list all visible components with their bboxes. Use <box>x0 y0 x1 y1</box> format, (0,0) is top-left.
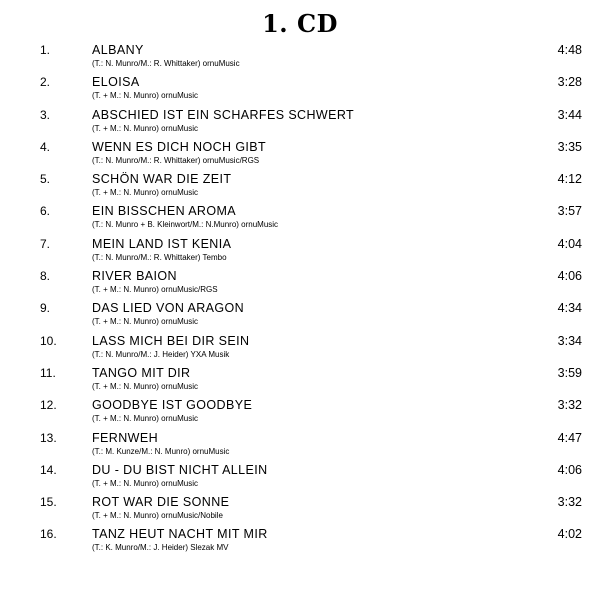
track-number: 15. <box>40 495 57 510</box>
track-duration: 4:02 <box>557 527 582 542</box>
track-title: WENN ES DICH NOCH GIBT <box>92 139 267 154</box>
track-title: TANZ HEUT NACHT MIT MIR <box>92 527 268 542</box>
track-row <box>0 172 600 204</box>
track-row <box>0 108 600 140</box>
track-list <box>0 43 600 560</box>
track-number: 1. <box>40 43 51 57</box>
track-credit: (T.: K. Munro/M.: J. Heider) Slezak MV <box>92 543 229 553</box>
track-duration: 4:12 <box>557 172 582 187</box>
track-title: ABSCHIED IST EIN SCHARFES SCHWERT <box>92 107 355 122</box>
track-row <box>0 301 600 333</box>
track-title: GOODBYE IST GOODBYE <box>92 398 253 413</box>
track-title: ROT WAR DIE SONNE <box>92 495 230 510</box>
track-credit: (T. + M.: N. Munro) ornuMusic <box>92 478 199 488</box>
track-row <box>0 495 600 527</box>
track-number: 4. <box>40 139 51 154</box>
track-duration: 4:06 <box>557 462 582 477</box>
track-credit: (T. + M.: N. Munro) ornuMusic <box>92 317 199 327</box>
track-duration: 4:06 <box>557 269 582 284</box>
page-title: 1. CD <box>262 9 338 38</box>
track-row <box>0 204 600 236</box>
track-duration: 4:34 <box>557 301 582 316</box>
track-row <box>0 269 600 301</box>
track-number: 6. <box>40 204 51 219</box>
track-row <box>0 463 600 495</box>
track-duration: 3:28 <box>557 75 582 90</box>
track-row <box>0 43 600 75</box>
track-duration: 4:47 <box>557 430 582 445</box>
track-credit: (T.: M. Kunze/M.: N. Munro) ornuMusic <box>92 446 230 456</box>
track-duration: 3:32 <box>557 398 582 413</box>
track-number: 9. <box>40 301 51 316</box>
track-credit: (T. + M.: N. Munro) ornuMusic <box>92 91 199 101</box>
track-number: 7. <box>40 236 51 251</box>
track-duration: 3:57 <box>557 204 582 219</box>
track-title: LASS MICH BEI DIR SEIN <box>92 333 250 348</box>
track-duration: 3:34 <box>557 333 582 348</box>
track-duration: 3:35 <box>557 139 582 154</box>
track-row <box>0 366 600 398</box>
track-duration: 4:04 <box>557 236 582 251</box>
track-number: 3. <box>40 107 51 122</box>
track-credit: (T.: N. Munro + B. Kleinwort/M.: N.Munro) ornuMusic <box>92 220 279 230</box>
track-row <box>0 527 600 559</box>
track-number: 11. <box>40 365 56 380</box>
track-number: 12. <box>40 398 57 413</box>
track-row <box>0 398 600 430</box>
track-title: FERNWEH <box>92 430 158 445</box>
track-credit: (T. + M.: N. Munro) ornuMusic/RGS <box>92 285 218 295</box>
track-credit: (T. + M.: N. Munro) ornuMusic <box>92 414 199 424</box>
track-credit: (T.: N. Munro/M.: J. Heider) YXA Musik <box>92 349 230 359</box>
track-row <box>0 140 600 172</box>
track-title: MEIN LAND IST KENIA <box>92 236 232 251</box>
track-number: 2. <box>40 75 51 90</box>
track-number: 14. <box>40 462 57 477</box>
track-number: 16. <box>40 527 57 542</box>
track-title: TANGO MIT DIR <box>92 365 191 380</box>
track-credit: (T.: N. Munro/M.: R. Whittaker) ornuMusic/RGS <box>92 155 260 165</box>
track-duration: 4:48 <box>557 43 582 57</box>
track-row <box>0 431 600 463</box>
track-credit: (T. + M.: N. Munro) ornuMusic <box>92 123 199 133</box>
track-number: 8. <box>40 269 51 284</box>
track-title: EIN BISSCHEN AROMA <box>92 204 237 219</box>
track-row <box>0 334 600 366</box>
track-credit: (T.: N. Munro/M.: R. Whittaker) Tembo <box>92 252 227 262</box>
track-number: 13. <box>40 430 57 445</box>
track-title: ELOISA <box>92 75 140 90</box>
track-credit: (T.: N. Munro/M.: R. Whittaker) ornuMusic <box>92 59 240 68</box>
track-number: 10. <box>40 333 57 348</box>
track-duration: 3:59 <box>557 365 582 380</box>
track-credit: (T. + M.: N. Munro) ornuMusic <box>92 188 199 198</box>
track-number: 5. <box>40 172 51 187</box>
track-duration: 3:44 <box>557 107 582 122</box>
track-title: DAS LIED VON ARAGON <box>92 301 245 316</box>
track-title: SCHÖN WAR DIE ZEIT <box>92 172 232 187</box>
track-title: ALBANY <box>92 43 144 57</box>
track-row <box>0 237 600 269</box>
track-credit: (T. + M.: N. Munro) ornuMusic <box>92 381 199 391</box>
track-row <box>0 75 600 107</box>
track-credit: (T. + M.: N. Munro) ornuMusic/Nobile <box>92 511 223 521</box>
track-duration: 3:32 <box>557 495 582 510</box>
track-title: DU - DU BIST NICHT ALLEIN <box>92 462 268 477</box>
track-title: RIVER BAION <box>92 269 177 284</box>
